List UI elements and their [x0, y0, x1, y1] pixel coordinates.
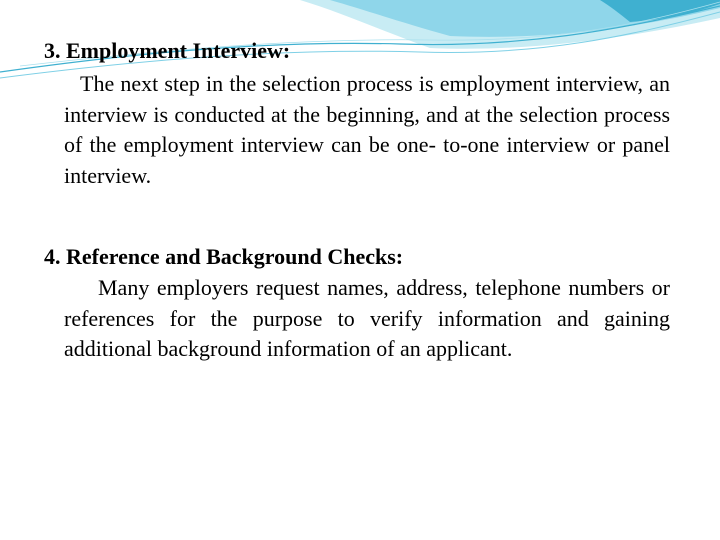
section-employment-interview — [44, 38, 670, 191]
section-paragraph — [64, 273, 670, 365]
paragraph-text: Many employers request names, address, telephone numbers or references for the purpose to verify information and gaining additional background information of an applicant. — [64, 275, 670, 361]
paragraph-text: The next step in the selection process is employment interview, an interview is conducted at the beginning, and at the selection process of the employment interview can be one- to-one interview or panel interview. — [64, 71, 670, 188]
section-paragraph — [64, 69, 670, 191]
section-heading: 4. Reference and Background Checks: — [44, 244, 404, 269]
section-reference-background-checks — [44, 244, 670, 365]
section-heading: 3. Employment Interview: — [44, 38, 291, 63]
